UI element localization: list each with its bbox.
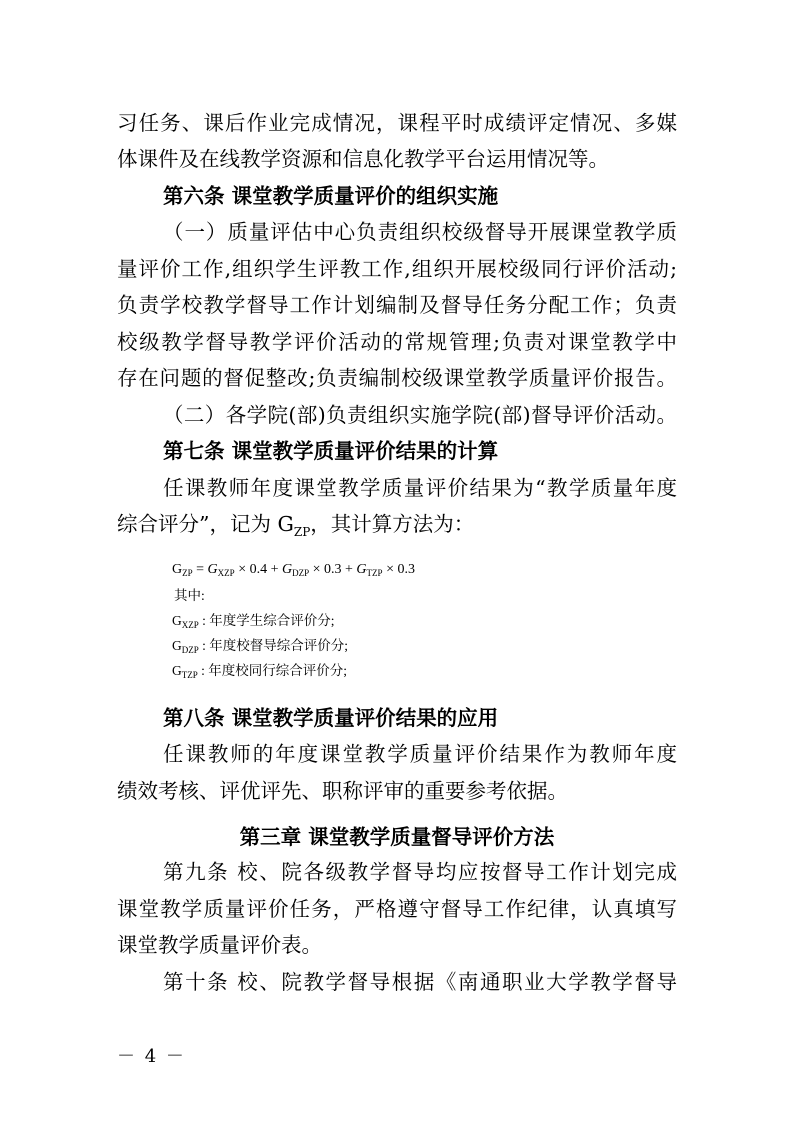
note-text: : 年度校督导综合评价分; (198, 638, 349, 653)
formula-operator: × 0.4 + (234, 562, 282, 577)
formula-symbol: G (281, 562, 293, 577)
article-8-heading: 第八条 课堂教学质量评价结果的应用 (163, 706, 499, 730)
formula-symbol: G (172, 663, 182, 678)
subscript: ZP (293, 525, 311, 540)
formula-symbol: G (356, 562, 367, 577)
subscript: DZP (292, 568, 310, 578)
body-line: 第九条 校、院各级教学督导均应按督导工作计划完成 (163, 860, 677, 884)
body-line (117, 509, 677, 547)
body-line: 校级教学督导教学评价活动的常规管理;负责对课堂教学中 (117, 330, 677, 354)
body-line: 课堂教学质量评价表。 (117, 933, 322, 957)
chapter-3-heading: 第三章 课堂教学质量督导评价方法 (239, 825, 555, 849)
article-6-heading: 第六条 课堂教学质量评价的组织实施 (163, 184, 499, 208)
formula-note (172, 611, 335, 635)
body-text: ，其计算方法为： (310, 512, 475, 536)
formula-where: 其中: (174, 588, 205, 603)
body-line: 习任务、课后作业完成情况，课程平时成绩评定情况、多媒 (117, 111, 677, 135)
formula-symbol: G (172, 613, 182, 628)
subscript: ZP (182, 568, 193, 578)
formula-operator: = (192, 562, 208, 577)
body-line: 课堂教学质量评价任务，严格遵守督导工作纪律，认真填写 (117, 897, 677, 921)
subscript: DZP (181, 645, 199, 655)
body-line: 绩效考核、评优评先、职称评审的重要参考依据。 (117, 779, 568, 803)
body-line: 第十条 校、院教学督导根据《南通职业大学教学督导 (163, 970, 677, 994)
note-text: : 年度学生综合评价分; (198, 613, 335, 628)
subscript: XZP (217, 568, 235, 578)
formula-note (172, 636, 348, 660)
article-7-heading: 第七条 课堂教学质量评价结果的计算 (163, 439, 499, 463)
body-line: 负责学校教学督导工作计划编制及督导任务分配工作；负责 (117, 293, 677, 317)
note-text: : 年度校同行综合评价分; (197, 663, 348, 678)
body-line: 量评价工作,组织学生评教工作,组织开展校级同行评价活动; (117, 257, 677, 281)
body-line: 任课教师年度课堂教学质量评价结果为“教学质量年度 (163, 476, 677, 500)
body-text: （一）质量评估中心负责组织校级督导开展课堂教学质 (163, 220, 677, 244)
body-line: （二）各学院(部)负责组织实施学院(部)督导评价活动。 (163, 403, 677, 427)
formula-symbol: G (172, 562, 183, 577)
body-line (163, 217, 677, 247)
formula-symbol: G (172, 638, 182, 653)
body-line: 体课件及在线教学资源和信息化教学平台运用情况等。 (117, 147, 609, 171)
body-text: 综合评分”，记为 G (117, 512, 294, 536)
body-line: 存在问题的督促整改;负责编制校级课堂教学质量评价报告。 (117, 366, 677, 390)
formula-operator: × 0.3 + (309, 562, 357, 577)
subscript: TZP (181, 670, 198, 680)
page-number: － 4 － (117, 1046, 186, 1067)
subscript: XZP (181, 620, 199, 630)
formula (172, 560, 415, 583)
formula-operator: × 0.3 (382, 562, 415, 577)
subscript: TZP (366, 568, 383, 578)
formula-symbol: G (207, 562, 218, 577)
formula-note (172, 661, 347, 685)
body-line: 任课教师的年度课堂教学质量评价结果作为教师年度 (163, 742, 677, 766)
